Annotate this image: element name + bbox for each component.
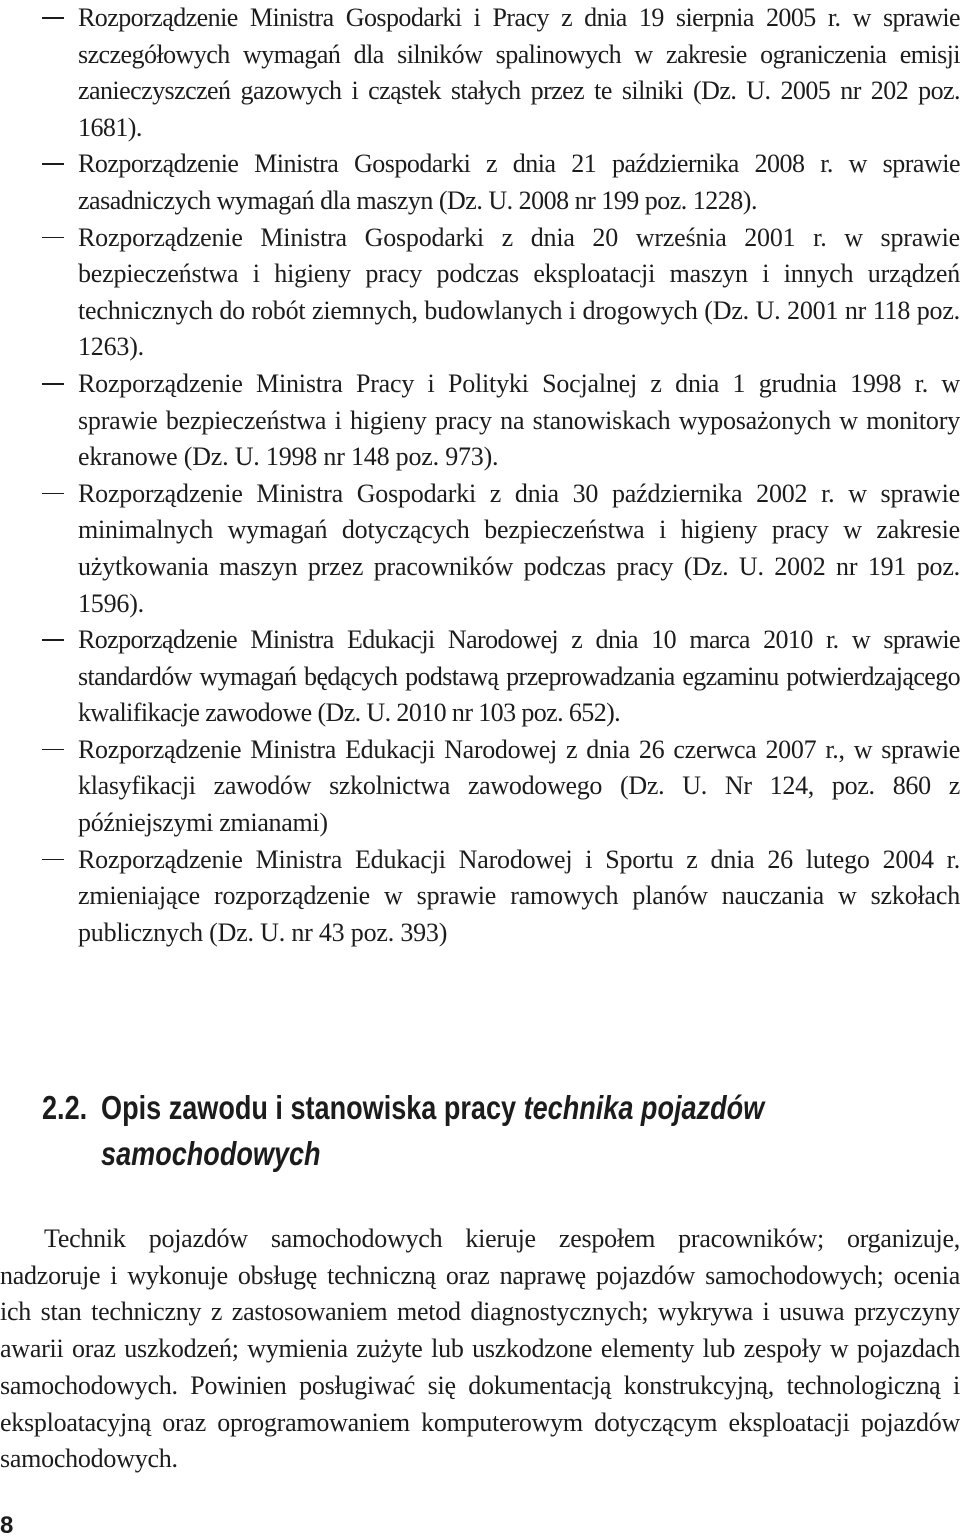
- reference-item: [0, 146, 960, 219]
- section-title-italic-line2: samochodowych: [101, 1135, 321, 1172]
- section-title-italic: technika pojazdów: [523, 1089, 765, 1126]
- reference-item: [0, 732, 960, 842]
- reference-text: Rozporządzenie Ministra Edukacji Narodowej i Sportu z dnia 26 lutego 2004 r. zmieniające rozporządzenie w sprawie ramowych planów nauczania w szkołach publicznych (Dz. U. nr 43 poz. 393): [78, 844, 960, 947]
- reference-text: Rozporządzenie Ministra Gospodarki z dnia 20 września 2001 r. w sprawie bezpieczeństwa i higieny pracy podczas eksploatacji maszyn i innych urządzeń technicznych do robót ziemnych, budowlanych i drogowych (Dz. U. 2001 nr 118 poz. 1263).: [78, 222, 960, 362]
- dash-bullet-icon: [42, 163, 64, 165]
- reference-text: Rozporządzenie Ministra Gospodarki i Pracy z dnia 19 sierpnia 2005 r. w sprawie szczegółowych wymagań dla silników spalinowych w zakresie ograniczenia emisji zanieczyszczeń gazowych i cząstek stałych przez te silniki (Dz. U. 2005 nr 202 poz. 1681).: [78, 3, 960, 142]
- reference-item: [0, 366, 960, 476]
- reference-item: [0, 476, 960, 622]
- section-body-paragraph: Technik pojazdów samochodowych kieruje zespołem pracowników; organizuje, nadzoruje i wykonuje obsługę techniczną oraz naprawę pojazdów samochodowych; ocenia ich stan techniczny z zastosowaniem metod diagnostycznych; wykrywa i usuwa przyczyny awarii oraz uszkodzeń; wymienia zużyte lub uszkodzone elementy lub zespoły w pojazdach samochodowych. Powinien posługiwać się dokumentacją konstrukcyjną, technologiczną i eksploatacyjną oraz oprogramowaniem komputerowym dotyczącym eksploatacji pojazdów samochodowych.: [0, 1224, 960, 1474]
- page-number: 8: [0, 1512, 14, 1539]
- reference-text: Rozporządzenie Ministra Edukacji Narodowej z dnia 26 czerwca 2007 r., w sprawie klasyfikacji zawodów szkolnictwa zawodowego (Dz. U. Nr 124, poz. 860 z późniejszymi zmianami): [78, 734, 960, 838]
- reference-text: Rozporządzenie Ministra Gospodarki z dnia 30 października 2002 r. w sprawie minimalnych wymagań dotyczących bezpieczeństwa i higieny pracy w zakresie użytkowania maszyn przez pracowników podczas pracy (Dz. U. 2002 nr 191 poz. 1596).: [78, 478, 960, 618]
- reference-text: Rozporządzenie Ministra Pracy i Polityki Socjalnej z dnia 1 grudnia 1998 r. w sprawie bezpieczeństwa i higieny pracy na stanowiskach wyposażonych w monitory ekranowe (Dz. U. 1998 nr 148 poz. 973).: [78, 368, 960, 472]
- section-heading: [42, 1085, 780, 1177]
- section-number: 2.2.: [42, 1089, 88, 1126]
- dash-bullet-icon: [42, 493, 64, 495]
- dash-bullet-icon: [42, 859, 64, 861]
- reference-text: Rozporządzenie Ministra Edukacji Narodowej z dnia 10 marca 2010 r. w sprawie standardów wymagań będących podstawą przeprowadzania egzaminu potwierdzającego kwalifikacje zawodowe (Dz. U. 2010 nr 103 poz. 652).: [78, 625, 960, 728]
- dash-bullet-icon: [42, 237, 64, 239]
- reference-text: Rozporządzenie Ministra Gospodarki z dnia 21 października 2008 r. w sprawie zasadniczych wymagań dla maszyn (Dz. U. 2008 nr 199 poz. 1228).: [78, 149, 960, 215]
- section-title-regular: Opis zawodu i stanowiska pracy: [101, 1089, 524, 1126]
- dash-bullet-icon: [42, 749, 64, 751]
- reference-item: [0, 622, 960, 732]
- reference-item: [0, 220, 960, 366]
- reference-item: [0, 0, 960, 146]
- reference-item: [0, 842, 960, 952]
- dash-bullet-icon: [42, 17, 64, 19]
- dash-bullet-icon: [42, 383, 64, 385]
- dash-bullet-icon: [42, 639, 64, 641]
